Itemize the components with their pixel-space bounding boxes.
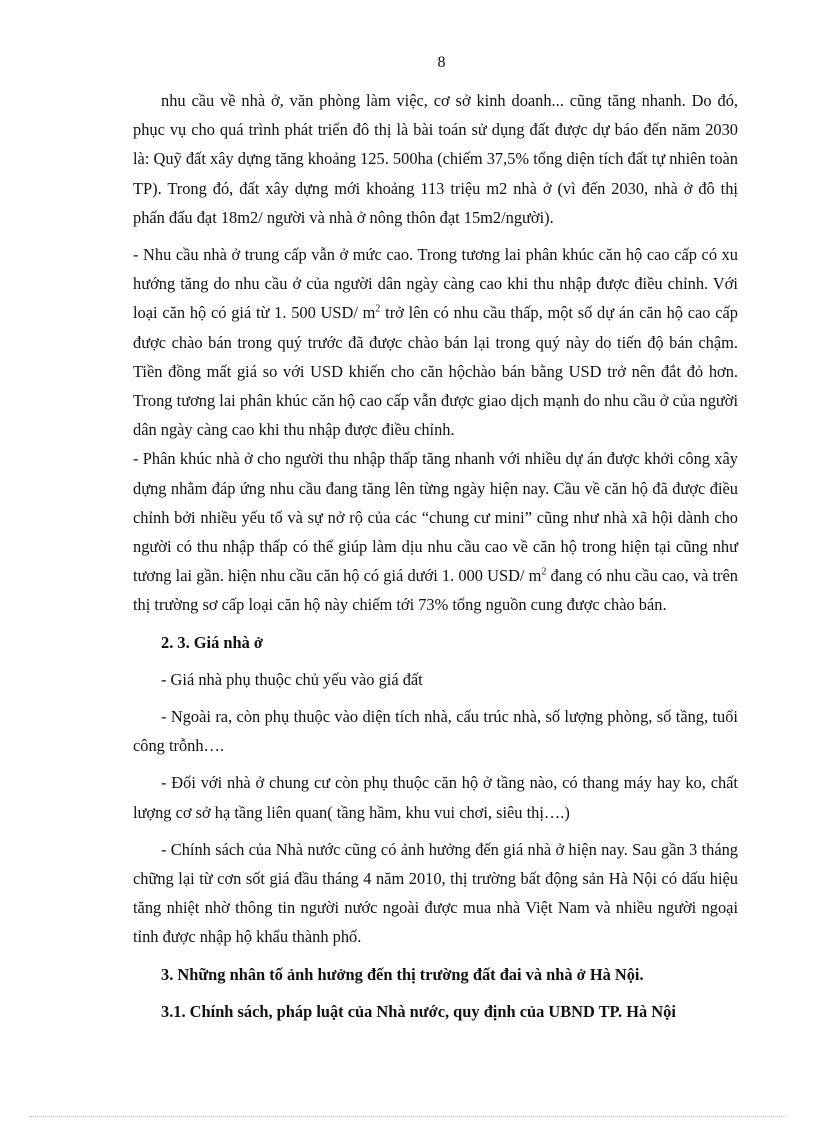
- page-number: 8: [437, 54, 446, 71]
- paragraph-apartment-factors: - Đối với nhà ở chung cư còn phụ thuộc căn hộ ở tầng nào, có thang máy hay ko, chất lượng cơ sở hạ tầng liên quan( tầng hầm, khu vui chơi, siêu thị….): [133, 773, 738, 822]
- section-heading-policy-law: 3.1. Chính sách, pháp luật của Nhà nước, quy định của UBND TP. Hà Nội: [161, 1001, 676, 1021]
- paragraph-mid-range-housing: [133, 240, 738, 444]
- document-body: [133, 86, 738, 1026]
- section-heading-house-price: 2. 3. Giá nhà ở: [161, 632, 263, 652]
- paragraph-low-income-housing: [133, 444, 738, 619]
- paragraph-land-price: - Giá nhà phụ thuộc chủ yếu vào giá đất: [161, 669, 423, 689]
- paragraph-text: trở lên có nhu cầu thấp, một số dự án căn hộ cao cấp được chào bán trong quý trước đã được chào bán lại trong quý này do tiến độ bán chậm. Tiền đồng mất giá so với USD khiến cho căn hộchào bán bằng USD trở nên đắt đỏ hơn. Trong tương lai phân khúc căn hộ cao cấp vẫn được giao dịch mạnh do nhu cầu ở của người dân ngày càng cao khi thu nhập được điều chỉnh.: [133, 303, 738, 440]
- superscript: 2: [541, 566, 547, 578]
- paragraph-text: đang có nhu cầu cao, và trên thị trường sơ cấp loại căn hộ này chiếm tới 73% tổng nguồn cung được chào bán.: [133, 566, 738, 615]
- paragraph-state-policy: - Chính sách của Nhà nước cũng có ảnh hưởng đến giá nhà ở hiện nay. Sau gần 3 tháng chững lại từ cơn sốt giá đầu tháng 4 năm 2010, thị trường bất động sản Hà Nội có dấu hiệu tăng nhiệt nhờ thông tin người nước ngoài được mua nhà Việt Nam và nhiều người ngoại tỉnh được nhập hộ khẩu thành phố.: [133, 839, 738, 947]
- paragraph-text: - Nhu cầu nhà ở trung cấp vẫn ở mức cao. Trong tương lai phân khúc căn hộ cao cấp có xu hướng tăng do nhu cầu ở của người dân ngày càng cao khi thu nhập được điều chỉnh. Với loại căn hộ có giá từ 1. 500 USD/ m: [133, 245, 738, 323]
- paragraph-text: - Phân khúc nhà ở cho người thu nhập thấp tăng nhanh với nhiều dự án được khởi công xây dựng nhằm đáp ứng nhu cầu đang tăng lên từng ngày hiện nay. Cầu về căn hộ đã được điều chỉnh bởi nhiều yếu tố và sự nở rộ của các “chung cư mini” cũng như nhà xã hội dành cho người có thu nhập thấp có thể giúp làm dịu nhu cầu cao về căn hộ trong hiện tại cũng như tương lai gần. hiện nhu cầu căn hộ có giá dưới 1. 000 USD/ m: [133, 449, 738, 586]
- section-heading-influencing-factors: 3. Những nhân tố ảnh hưởng đến thị trường đất đai và nhà ở Hà Nội.: [161, 964, 644, 984]
- paragraph-house-structure: - Ngoài ra, còn phụ thuộc vào diện tích nhà, cấu trúc nhà, số lượng phòng, số tầng, tuổi công trỗnh….: [133, 707, 738, 756]
- page-bottom-border: [30, 1116, 786, 1117]
- paragraph-land-demand: nhu cầu về nhà ở, văn phòng làm việc, cơ sở kinh doanh... cũng tăng nhanh. Do đó, phục vụ cho quá trình phát triển đô thị là bài toán sử dụng đất được dự báo đến năm 2030 là: Quỹ đất xây dựng tăng khoảng 125. 500ha (chiếm 37,5% tổng diện tích đất tự nhiên toàn TP). Trong đó, đất xây dựng mới khoảng 113 triệu m2 nhà ở (vì đến 2030, nhà ở đô thị phấn đấu đạt 18m2/ người và nhà ở nông thôn đạt 15m2/người).: [133, 91, 738, 227]
- superscript: 2: [375, 303, 381, 315]
